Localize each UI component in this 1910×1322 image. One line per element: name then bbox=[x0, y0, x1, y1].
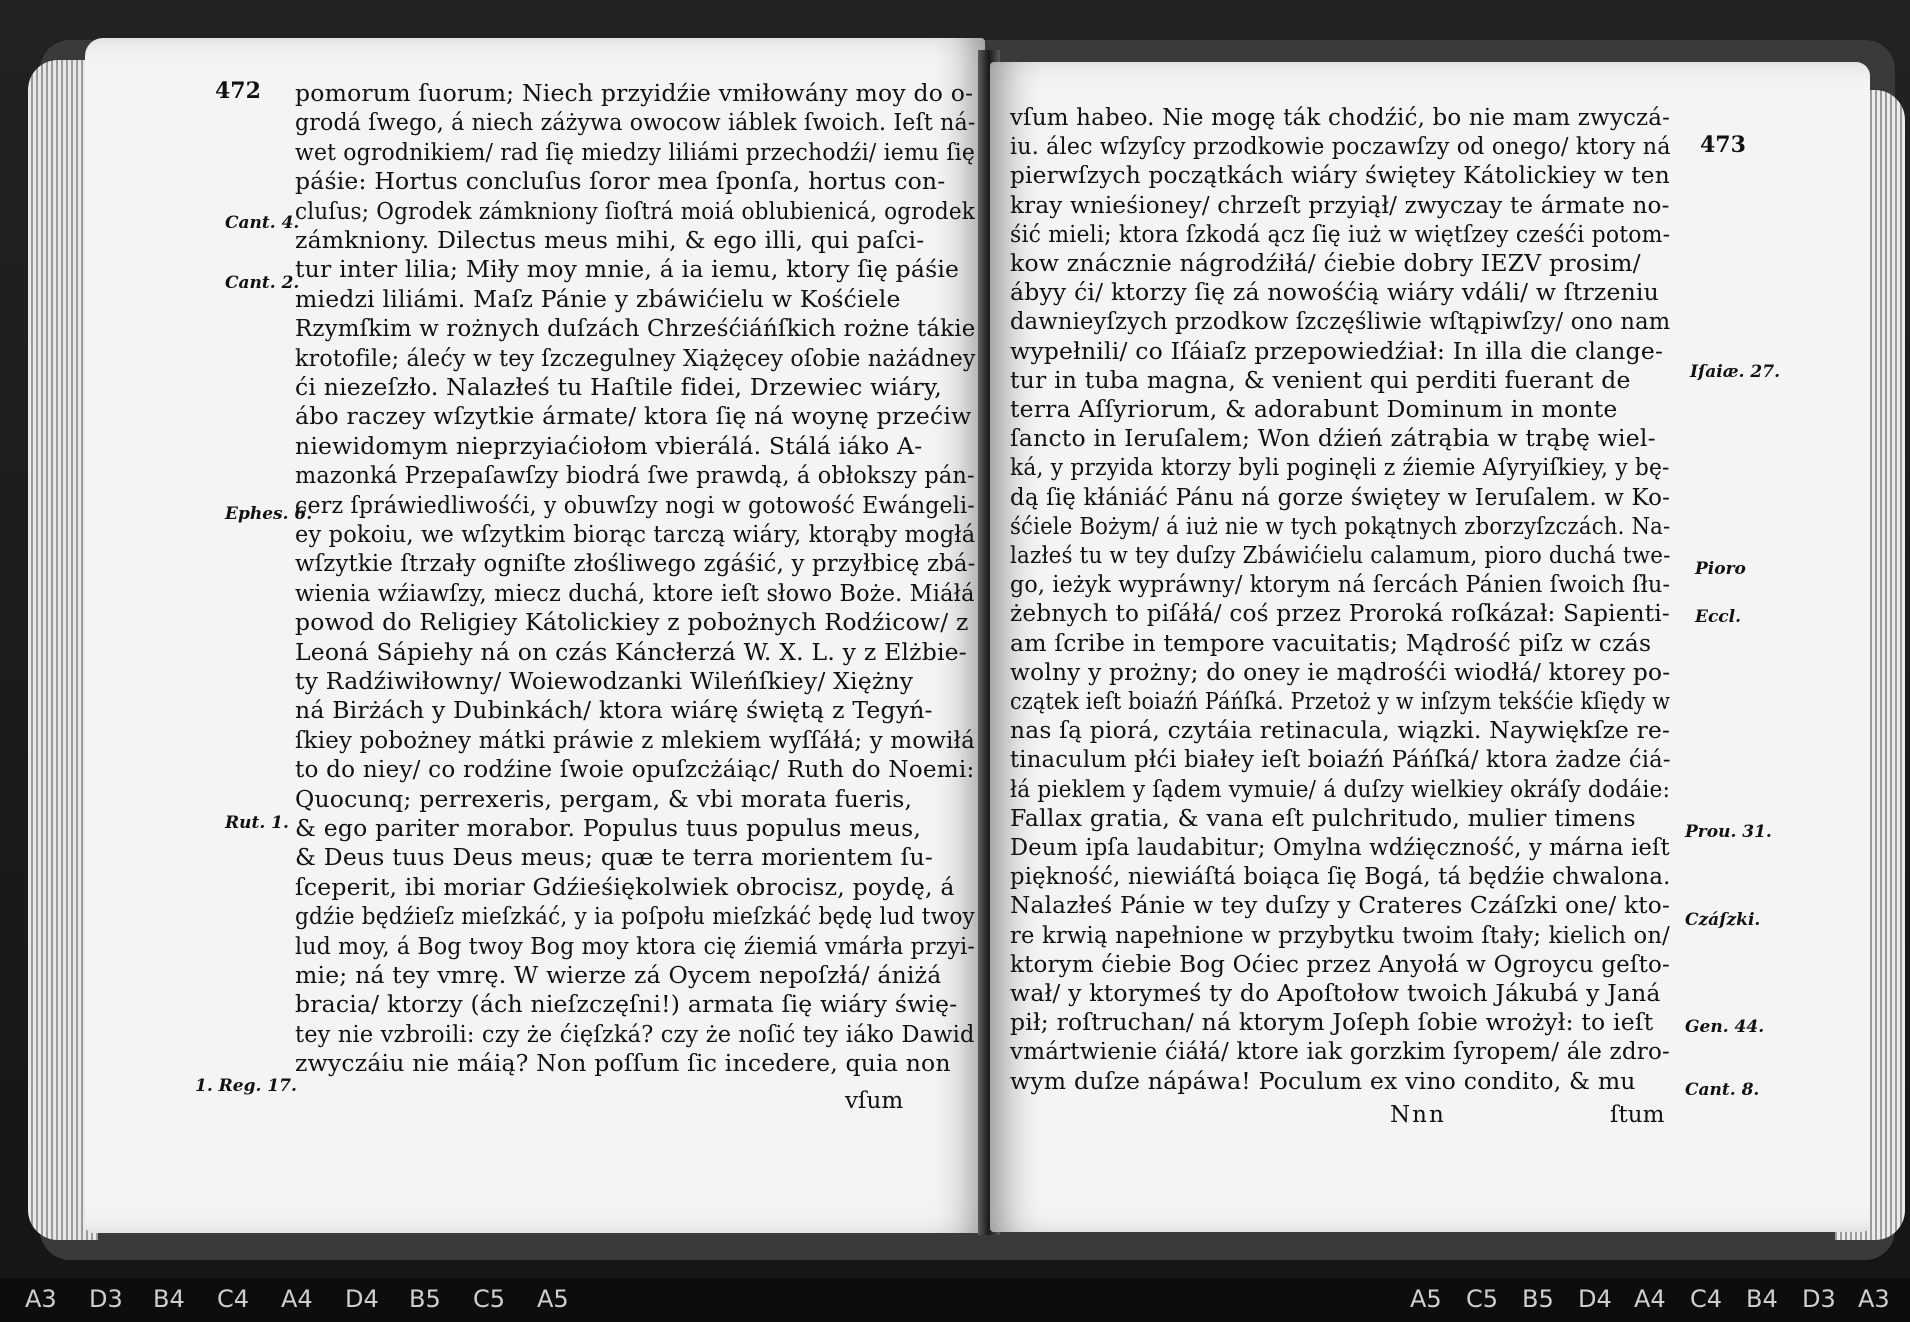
text-line: ći niezeſzło. Nalazłeś tu Haſtile fidei, Drzewiec wiáry, bbox=[295, 373, 942, 401]
text-line: lud moy, á Bog twoy Bog moy ktora cię źiemiá vmárła przyi- bbox=[295, 931, 976, 960]
text-line: iu. álec wſzyſcy przodkowie poczawſzy od onego/ ktory ná bbox=[1010, 132, 1671, 161]
text-line: & Deus tuus Deus meus; quæ te terra morientem ſu- bbox=[295, 843, 933, 872]
text-line: wſzytkie ſtrzały ogniſte złośliwego zgáśić, y przyłbicę zbá- bbox=[295, 549, 976, 578]
margin-note: Prou. 31. bbox=[1685, 822, 1772, 842]
text-line: wienia wźiawſzy, miecz duchá, ktore ieſt słowo Boże. Miáłá bbox=[295, 578, 975, 607]
text-line: śić mieli; ktora ſzkodá ącz ſię iuż w więtſzey cześći potom- bbox=[1010, 219, 1671, 248]
text-line: ná Birżách y Dubinkách/ ktora wiárę świętą z Tegyń- bbox=[295, 696, 933, 725]
text-line: wał/ y ktorymeś ty do Apoſtołow twoich Jákubá y Janá bbox=[1010, 979, 1661, 1007]
text-line: łá pieklem y ſądem vymuie/ á duſzy wielkiey okráſy dodáie: bbox=[1010, 774, 1671, 803]
text-line: Quocunq; perrexeris, pergam, & vbi morata fueris, bbox=[295, 784, 913, 813]
text-line: go, ieżyk wypráwny/ ktorym ná ſercách Pánien ſwoich ſłu- bbox=[1010, 570, 1671, 599]
text-line: wypełnili/ co Iſáiaſz przepowiedźiał: In illa die clange- bbox=[1010, 336, 1664, 365]
text-line: páśie: Hortus concluſus ſoror mea ſponſa, hortus con- bbox=[295, 167, 946, 196]
text-line: tey nie vzbroili: czy że ćięſzká? czy że noſić tey iáko Dawid bbox=[295, 1019, 975, 1048]
margin-note: Pioro bbox=[1695, 559, 1746, 579]
right-page bbox=[990, 62, 1870, 1232]
text-line: Rzymſkim w rożnych duſzách Chrześćiáńſkich rożne tákie bbox=[295, 314, 976, 343]
ruler-mark: C5 bbox=[1466, 1285, 1499, 1313]
margin-note: Iſaiæ. 27. bbox=[1690, 362, 1780, 382]
folio-number: 473 bbox=[1700, 132, 1746, 158]
ruler-mark: D4 bbox=[1578, 1285, 1612, 1313]
text-line: pierwſzych początkách wiáry świętey Kátolickiey w ten bbox=[1010, 161, 1670, 190]
text-line: tinaculum płći białey ieſt boiaźń Páńſká/ ktora żadze ćiá- bbox=[1010, 745, 1671, 774]
ruler-mark: B4 bbox=[153, 1285, 185, 1313]
signature-mark: Nnn bbox=[1390, 1102, 1446, 1128]
text-line: to do niey/ co rodźine ſwoie opuſzcżáiąc/ Ruth do Noemi: bbox=[295, 755, 975, 784]
text-line: mazonká Przepaſawſzy biodrá ſwe prawdą, á obłokszy pán- bbox=[295, 461, 975, 490]
text-line: bracia/ ktorzy (ách nieſzczęſni!) armata ſię wiáry świę- bbox=[295, 990, 958, 1019]
ruler-mark: B5 bbox=[409, 1285, 441, 1313]
text-line: gdźie będźieſz mieſzkáć, y ia poſpołu mieſzkáć będę lud twoy bbox=[295, 902, 975, 931]
text-line: tur in tuba magna, & venient qui perditi fuerant de bbox=[1010, 365, 1631, 394]
text-line: czątek ieſt boiaźń Páńſká. Przetoż y w inſzym tekśćie kſiędy w bbox=[1010, 687, 1671, 715]
text-line: piękność, niewiáſtá boiąca ſię Bogá, tá będźie chwalona. bbox=[1010, 862, 1671, 891]
margin-note: Cant. 4. bbox=[225, 213, 300, 233]
text-line: ty Radźiwiłowny/ Woiewodzanki Wileńſkiey/ Xiężny bbox=[295, 667, 914, 695]
text-line: ſceperit, ibi moriar Gdźieśiękolwiek obrocisz, poydę, á bbox=[295, 872, 955, 901]
text-line: mie; ná tey vmrę. W wierze zá Oycem nepoſzłá/ ániżá bbox=[295, 961, 942, 989]
text-line: dawnieyſzych przodkow ſzczęśliwie wſtąpiwſzy/ ono nam bbox=[1010, 307, 1671, 336]
margin-note: Ephes. 6. bbox=[225, 504, 313, 524]
text-line: żebnych to piſáłá/ coś przez Proroká roſkázał: Sapienti- bbox=[1010, 599, 1670, 628]
text-line: vſum habeo. Nie mogę ták chodźić, bo nie mam zwyczá- bbox=[1010, 103, 1671, 131]
ruler-mark: A3 bbox=[25, 1285, 57, 1313]
text-line: cluſus; Ogrodek zámkniony ſioſtrá moiá oblubienicá, ogrodek bbox=[295, 196, 975, 225]
text-line: ktorym ćiebie Bog Oćiec przez Anyołá w Ogroycu geſto- bbox=[1010, 949, 1670, 978]
ruler-mark: D3 bbox=[89, 1285, 123, 1313]
text-line: kow znácznie nágrodźiłá/ ćiebie dobry IEZV prosim/ bbox=[1010, 249, 1641, 277]
text-line: dą ſię kłániáć Pánu ná gorze świętey w Ieruſalem. w Ko- bbox=[1010, 482, 1671, 511]
text-line: Fallax gratia, & vana eſt pulchritudo, mulier timens bbox=[1010, 803, 1636, 832]
ruler-mark: B4 bbox=[1746, 1285, 1778, 1313]
text-line: ábo raczey wſzytkie ármate/ ktora ſię ná woynę przećiw bbox=[295, 402, 972, 431]
text-line: ká, y przyida ktorzy byli poginęli z źiemie Aſyryiſkiey, y bę- bbox=[1010, 453, 1670, 482]
text-line: Deum ipſa laudabitur; Omylna wdźięczność, y márna ieſt bbox=[1010, 833, 1670, 861]
text-line: wym duſze nápáwa! Poculum ex vino condito, & mu bbox=[1010, 1066, 1636, 1095]
ruler-mark: C5 bbox=[473, 1285, 506, 1313]
text-line: ſkiey pobożney mátki práwie z mlekiem wyſſáłá; y mowiłá bbox=[295, 725, 976, 754]
ruler-mark: A5 bbox=[1410, 1285, 1442, 1313]
margin-note: Gen. 44. bbox=[1685, 1017, 1765, 1037]
text-line: re krwią napełnione w przybytku twoim ſtały; kielich on/ bbox=[1010, 920, 1670, 949]
text-line: zwyczáiu nie máią? Non poſſum ſic incedere, quia non bbox=[295, 1049, 951, 1078]
ruler-mark: D3 bbox=[1802, 1285, 1836, 1313]
margin-note: Cant. 8. bbox=[1685, 1080, 1760, 1100]
text-line: pomorum ſuorum; Niech przyidźie vmiłowány moy do o- bbox=[295, 79, 974, 107]
left-page bbox=[85, 38, 985, 1233]
text-line: powod do Religiey Kátolickiey z pobożnych Rodźicow/ z bbox=[295, 608, 969, 637]
text-line: lazłeś tu w tey duſzy Zbáwićielu calamum, pioro duchá twe- bbox=[1010, 541, 1671, 569]
ruler-mark: A4 bbox=[1634, 1285, 1666, 1313]
ruler-mark: C4 bbox=[217, 1285, 250, 1313]
ruler-mark: D4 bbox=[345, 1285, 379, 1313]
text-line: tur inter lilia; Miły moy mnie, á ia iemu, ktory ſię páśie bbox=[295, 255, 960, 284]
text-line: niewidomym nieprzyiaćiołom vbierálá. Stálá iáko A- bbox=[295, 431, 923, 460]
text-line: ábyy ći/ ktorzy ſię zá nowośćią wiáry vdáli/ w ſtrzeniu bbox=[1010, 278, 1659, 307]
text-line: ey pokoiu, we wſzytkim biorąc tarczą wiáry, ktorąby mogłá bbox=[295, 520, 976, 548]
folio-number: 472 bbox=[215, 78, 261, 104]
text-line: śćiele Bożym/ á iuż nie w tych pokątnych zborzyſzczách. Na- bbox=[1010, 511, 1671, 540]
text-line: kray wnieśioney/ chrzeſt przyiął/ zwyczay te ármate no- bbox=[1010, 190, 1670, 219]
text-line: grodá ſwego, á niech záżywa owocow iáblek ſwoich. Ieſt ná- bbox=[295, 108, 976, 137]
text-line: am ſcribe in tempore vacuitatis; Mądrość piſz w czás bbox=[1010, 628, 1652, 657]
catchword: vſum bbox=[845, 1088, 904, 1114]
catchword: ſtum bbox=[1610, 1102, 1665, 1128]
text-line: ſancto in Ieruſalem; Won dźień zátrąbia w trąbę wiel- bbox=[1010, 424, 1656, 453]
text-line: & ego pariter morabor. Populus tuus populus meus, bbox=[295, 814, 922, 842]
text-line: nas ſą piorá, czytáia retinacula, wiązki. Naywiękſze re- bbox=[1010, 716, 1671, 745]
text-line: Leoná Sápiehy ná on czás Káncłerzá W. X. L. y z Elżbie- bbox=[295, 637, 967, 666]
ruler-mark: A4 bbox=[281, 1285, 313, 1313]
margin-note: 1. Reg. 17. bbox=[195, 1076, 297, 1096]
margin-note: Eccl. bbox=[1695, 607, 1742, 627]
text-line: wet ogrodnikiem/ rad ſię miedzy liliámi przechodźi/ iemu ſię bbox=[295, 137, 976, 166]
margin-note: Czáſzki. bbox=[1685, 910, 1761, 930]
text-line: Nalazłeś Pánie w tey duſzy y Crateres Czáſzki one/ kto- bbox=[1010, 891, 1671, 920]
text-line: cerz ſpráwiedliwośći, y obuwſzy nogi w gotowość Ewángeli- bbox=[295, 490, 975, 519]
text-line: pił; roſtruchan/ ná ktorym Joſeph ſobie wrożył: to ieſt bbox=[1010, 1008, 1654, 1037]
text-line: krotofile; álećy w tey ſzczegulney Xiążęcey oſobie nażádney bbox=[295, 343, 976, 372]
ruler-mark: C4 bbox=[1690, 1285, 1723, 1313]
text-line: vmártwienie ćiáłá/ ktore iak gorzkim ſyropem/ ále zdro- bbox=[1010, 1037, 1670, 1066]
ruler-mark: A5 bbox=[537, 1285, 569, 1313]
ruler-mark: A3 bbox=[1858, 1285, 1890, 1313]
text-line: zámkniony. Dilectus meus mihi, & ego illi, qui paſci- bbox=[295, 226, 925, 254]
text-line: terra Aſſyriorum, & adorabunt Dominum in monte bbox=[1010, 395, 1618, 423]
margin-note: Cant. 2. bbox=[225, 273, 300, 293]
text-line: wolny y prożny; do oney ie mądrośći wiodłá/ ktorey po- bbox=[1010, 657, 1671, 686]
ruler-mark: B5 bbox=[1522, 1285, 1554, 1313]
text-line: miedzi liliámi. Maſz Pánie y zbáwićielu w Kośćiele bbox=[295, 284, 901, 313]
margin-note: Rut. 1. bbox=[225, 813, 289, 833]
